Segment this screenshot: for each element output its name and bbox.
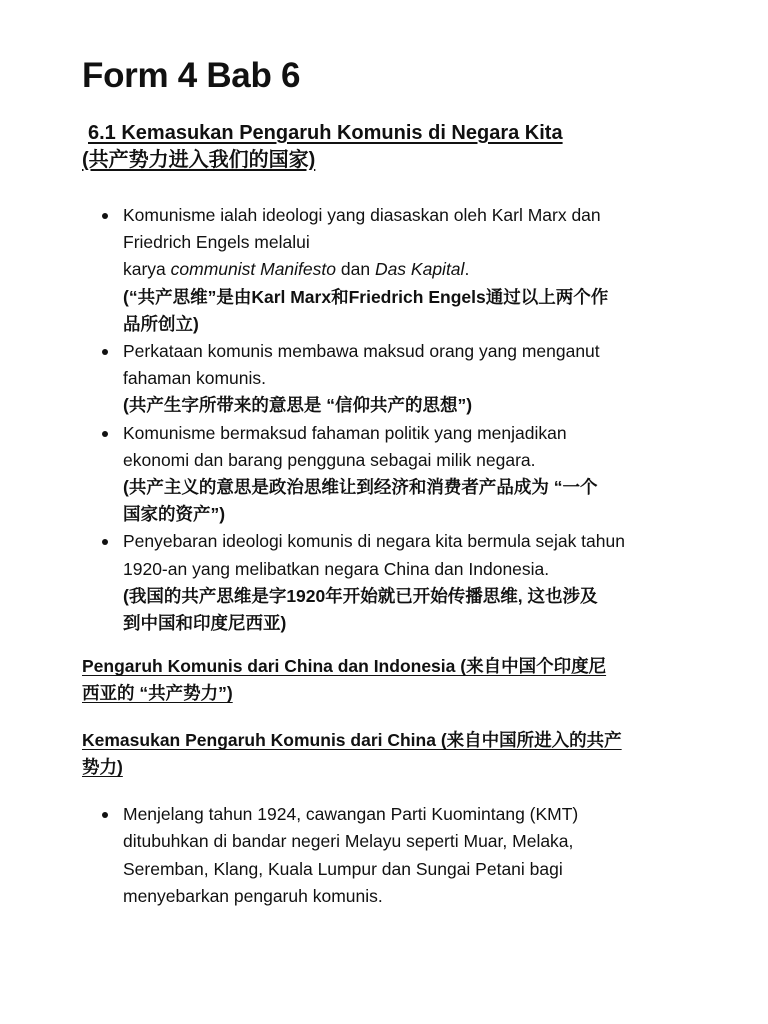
point-text-segment: karya [123,259,171,280]
point-text-segment: dan [336,259,375,280]
book-title: Das Kapital [374,259,465,280]
chinese-translation: (“共产思维”是由Karl Marx和Friedrich Engels通过以上两个作 [123,286,609,307]
bullet-dot [102,539,108,545]
section-heading-line: (共产势力进入我们的国家) [82,149,316,171]
chinese-translation: 品所创立) [123,313,199,334]
point-text-segment: . [464,259,470,280]
bullet-dot [102,812,108,818]
section-heading [82,120,692,174]
list-item [82,801,692,910]
page-title: Form 4 Bab 6 [82,56,301,95]
point-text: Penyebaran ideologi komunis di negara kita bermula sejak tahun [123,531,625,552]
point-text: Menjelang tahun 1924, cawangan Parti Kuomintang (KMT) [123,804,579,825]
subheading-line: Pengaruh Komunis dari China dan Indonesia (来自中国个印度尼 [82,656,607,677]
point-text: 1920-an yang melibatkan negara China dan Indonesia. [123,558,550,579]
chinese-translation: (共产主义的意思是政治思维让到经济和消费者产品成为 “一个 [123,477,598,498]
list-item [82,420,692,529]
point-text: Komunisme ialah ideologi yang diasaskan oleh Karl Marx dan [123,205,601,225]
point-text: Komunisme bermaksud fahaman politik yang menjadikan [123,422,567,443]
list-item [82,202,692,338]
chinese-translation: (我国的共产思维是字1920年开始就已开始传播思维, 这也涉及 [123,585,598,606]
point-text: ekonomi dan barang pengguna sebagai milik negara. [123,449,536,470]
subheading-line: 势力) [82,757,123,778]
chinese-translation: 到中国和印度尼西亚) [123,613,287,634]
chinese-translation: (共产生字所带来的意思是 “信仰共产的思想”) [123,395,473,416]
point-text: Friedrich Engels melalui [123,232,310,253]
subheading-line: Kemasukan Pengaruh Komunis dari China (来自中国所进入的共产 [82,730,622,751]
chinese-translation: 国家的资产”) [123,504,226,525]
bullet-list [82,801,692,910]
point-text: Seremban, Klang, Kuala Lumpur dan Sungai Petani bagi [123,858,563,879]
list-item [82,528,692,637]
point-text: fahaman komunis. [123,368,266,389]
bullet-dot [102,213,108,219]
point-text: ditubuhkan di bandar negeri Melayu seperti Muar, Melaka, [123,831,574,852]
bullet-dot [102,431,108,437]
list-item [82,338,692,420]
bullet-list [82,202,692,637]
point-text: Perkataan komunis membawa maksud orang yang menganut [123,341,600,362]
document-page [82,52,692,910]
section-heading-line: 6.1 Kemasukan Pengaruh Komunis di Negara Kita [88,122,563,144]
book-title: communist Manifesto [170,259,336,280]
subheading-line: 西亚的 “共产势力”) [82,683,233,704]
subheading-china [82,727,692,781]
point-text [123,256,692,283]
bullet-dot [102,349,108,355]
point-text: menyebarkan pengaruh komunis. [123,885,383,906]
subheading-china-indonesia [82,653,692,707]
